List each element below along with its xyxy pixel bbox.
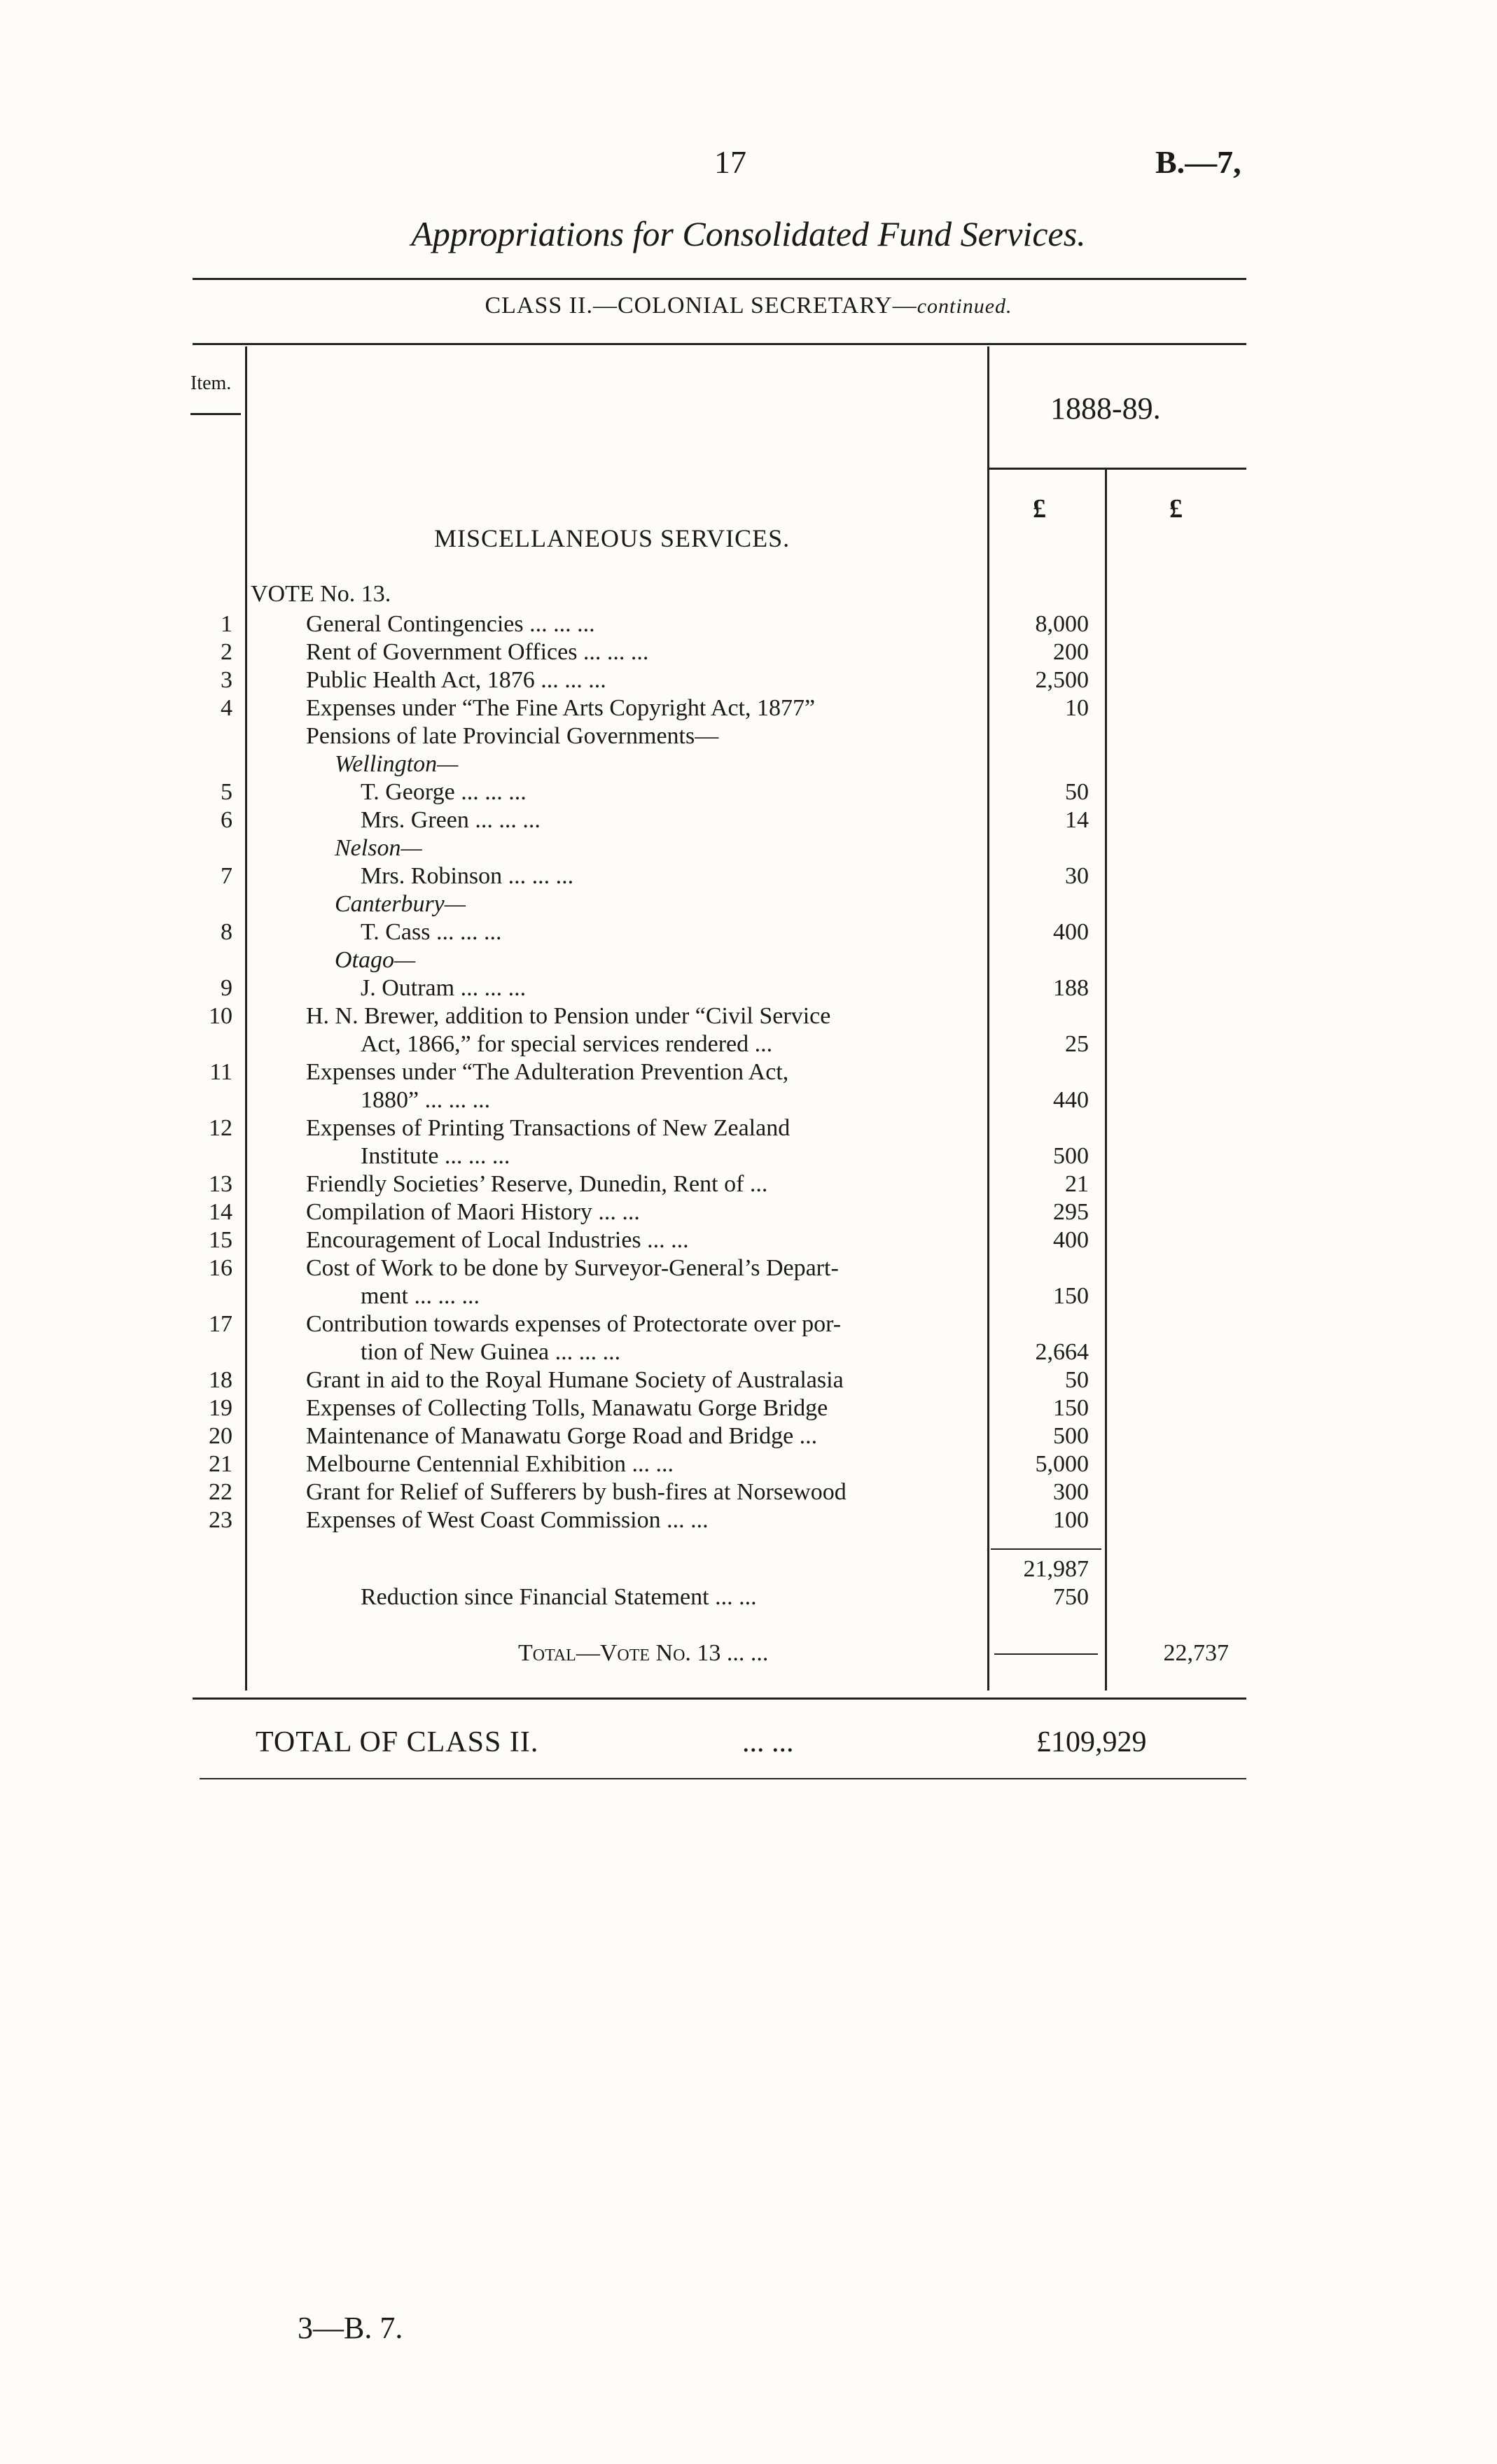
- item-amount: 5,000: [1035, 1451, 1089, 1477]
- class-heading-main: CLASS II.—COLONIAL SECRETARY—: [485, 293, 917, 318]
- rule-year-header: [987, 468, 1246, 470]
- item-amount: 10: [1065, 695, 1089, 721]
- subtotal-amount: 21,987: [1023, 1556, 1089, 1582]
- item-number: 11: [209, 1059, 232, 1085]
- year-column-header: 1888-89.: [1050, 391, 1161, 426]
- rule-table-bottom: [193, 1698, 1246, 1700]
- item-amount: 50: [1065, 1367, 1089, 1393]
- item-description: 1880” ... ... ...: [361, 1087, 491, 1113]
- item-description: Mrs. Green ... ... ...: [361, 807, 541, 833]
- currency-header-totals: £: [1169, 494, 1183, 524]
- item-description: H. N. Brewer, addition to Pension under “Civil Service: [306, 1003, 831, 1029]
- item-number: 1: [221, 611, 232, 637]
- item-description: General Contingencies ... ... ...: [306, 611, 595, 637]
- item-amount: 400: [1053, 1227, 1089, 1253]
- item-description: Mrs. Robinson ... ... ...: [361, 863, 574, 889]
- item-description: ment ... ... ...: [361, 1283, 480, 1309]
- item-number: 2: [221, 639, 232, 665]
- item-number: 5: [221, 779, 232, 805]
- item-amount: 500: [1053, 1143, 1089, 1169]
- item-amount: 400: [1053, 919, 1089, 945]
- item-amount: 500: [1053, 1423, 1089, 1449]
- reduction-label: Reduction since Financial Statement ... ...: [361, 1584, 757, 1610]
- province-subheading: Canterbury—: [335, 891, 466, 917]
- item-description: Contribution towards expenses of Protectorate over por-: [306, 1311, 842, 1337]
- item-amount: 21: [1065, 1171, 1089, 1197]
- class-total-label: TOTAL OF CLASS II.: [256, 1726, 539, 1758]
- item-number: 7: [221, 863, 232, 889]
- item-amount: 30: [1065, 863, 1089, 889]
- rule-top: [193, 278, 1246, 280]
- item-description: Encouragement of Local Industries ... ...: [306, 1227, 689, 1253]
- item-description: tion of New Guinea ... ... ...: [361, 1339, 621, 1365]
- rule-vote-total: [994, 1653, 1098, 1655]
- item-number: 21: [209, 1451, 232, 1477]
- vote-label: VOTE No. 13.: [251, 581, 391, 607]
- item-number: 6: [221, 807, 232, 833]
- rule-table-top: [193, 343, 1246, 345]
- item-description: Compilation of Maori History ... ...: [306, 1199, 640, 1225]
- item-amount: 200: [1053, 639, 1089, 665]
- item-amount: 25: [1065, 1031, 1089, 1057]
- class-total-dots: ... ...: [742, 1726, 794, 1758]
- class-heading: [0, 293, 1497, 319]
- item-amount: 295: [1053, 1199, 1089, 1225]
- item-description: Act, 1866,” for special services rendered ...: [361, 1031, 773, 1057]
- item-description: Expenses under “The Fine Arts Copyright Act, 1877”: [306, 695, 816, 721]
- item-number: 14: [209, 1199, 232, 1225]
- item-description: Expenses of Collecting Tolls, Manawatu Gorge Bridge: [306, 1395, 828, 1421]
- rule-class-total: [200, 1778, 1246, 1779]
- class-total-amount: £109,929: [1036, 1726, 1147, 1758]
- section-title: MISCELLANEOUS SERVICES.: [434, 524, 791, 552]
- vote-total-label: Total—Vote No. 13 ... ...: [518, 1640, 769, 1666]
- item-description: Rent of Government Offices ... ... ...: [306, 639, 649, 665]
- item-amount: 188: [1053, 975, 1089, 1001]
- item-description: Institute ... ... ...: [361, 1143, 510, 1169]
- item-description: Grant for Relief of Sufferers by bush-fires at Norsewood: [306, 1479, 847, 1505]
- item-description: Friendly Societies’ Reserve, Dunedin, Rent of ...: [306, 1171, 768, 1197]
- rule-subtotal: [991, 1548, 1101, 1550]
- item-number: 9: [221, 975, 232, 1001]
- province-subheading: Otago—: [335, 947, 416, 973]
- item-amount: 14: [1065, 807, 1089, 833]
- item-number: 15: [209, 1227, 232, 1253]
- item-number: 13: [209, 1171, 232, 1197]
- item-description: Maintenance of Manawatu Gorge Road and Bridge ...: [306, 1423, 818, 1449]
- item-number: 23: [209, 1507, 232, 1533]
- item-description: Pensions of late Provincial Governments—: [306, 723, 719, 749]
- item-number: 3: [221, 667, 232, 693]
- footer-signature: 3—B. 7.: [298, 2311, 403, 2345]
- item-amount: 150: [1053, 1283, 1089, 1309]
- item-amount: 150: [1053, 1395, 1089, 1421]
- province-subheading: Nelson—: [335, 835, 422, 861]
- item-amount: 2,500: [1035, 667, 1089, 693]
- item-description: Melbourne Centennial Exhibition ... ...: [306, 1451, 674, 1477]
- item-description: T. Cass ... ... ...: [361, 919, 502, 945]
- currency-header-amounts: £: [1033, 494, 1046, 524]
- rule-item-header: [190, 413, 241, 415]
- item-description: Expenses of West Coast Commission ... ...: [306, 1507, 709, 1533]
- item-description: Cost of Work to be done by Surveyor-General’s Depart-: [306, 1255, 839, 1281]
- page-number: 17: [714, 144, 746, 180]
- item-amount: 300: [1053, 1479, 1089, 1505]
- item-number: 20: [209, 1423, 232, 1449]
- item-description: J. Outram ... ... ...: [361, 975, 527, 1001]
- item-number: 10: [209, 1003, 232, 1029]
- column-divider-totals: [1105, 469, 1107, 1690]
- item-amount: 2,664: [1035, 1339, 1089, 1365]
- item-amount: 440: [1053, 1087, 1089, 1113]
- reduction-amount: 750: [1053, 1584, 1089, 1610]
- column-divider-item: [245, 346, 247, 1690]
- item-amount: 8,000: [1035, 611, 1089, 637]
- item-description: Grant in aid to the Royal Humane Society of Australasia: [306, 1367, 844, 1393]
- vote-total-amount: 22,737: [1163, 1640, 1229, 1666]
- item-description: T. George ... ... ...: [361, 779, 527, 805]
- item-amount: 100: [1053, 1507, 1089, 1533]
- item-amount: 50: [1065, 779, 1089, 805]
- item-number: 22: [209, 1479, 232, 1505]
- item-column-header: Item.: [190, 372, 232, 394]
- item-description: Expenses of Printing Transactions of New Zealand: [306, 1115, 791, 1141]
- item-description: Expenses under “The Adulteration Prevention Act,: [306, 1059, 789, 1085]
- item-description: Public Health Act, 1876 ... ... ...: [306, 667, 606, 693]
- page-title: Appropriations for Consolidated Fund Services.: [411, 214, 1086, 253]
- item-number: 4: [221, 695, 232, 721]
- item-number: 16: [209, 1255, 232, 1281]
- province-subheading: Wellington—: [335, 751, 459, 777]
- class-heading-suffix: continued.: [917, 295, 1012, 318]
- item-number: 18: [209, 1367, 232, 1393]
- document-reference: B.—7,: [1155, 144, 1241, 180]
- item-number: 17: [209, 1311, 232, 1337]
- item-number: 19: [209, 1395, 232, 1421]
- item-number: 8: [221, 919, 232, 945]
- item-number: 12: [209, 1115, 232, 1141]
